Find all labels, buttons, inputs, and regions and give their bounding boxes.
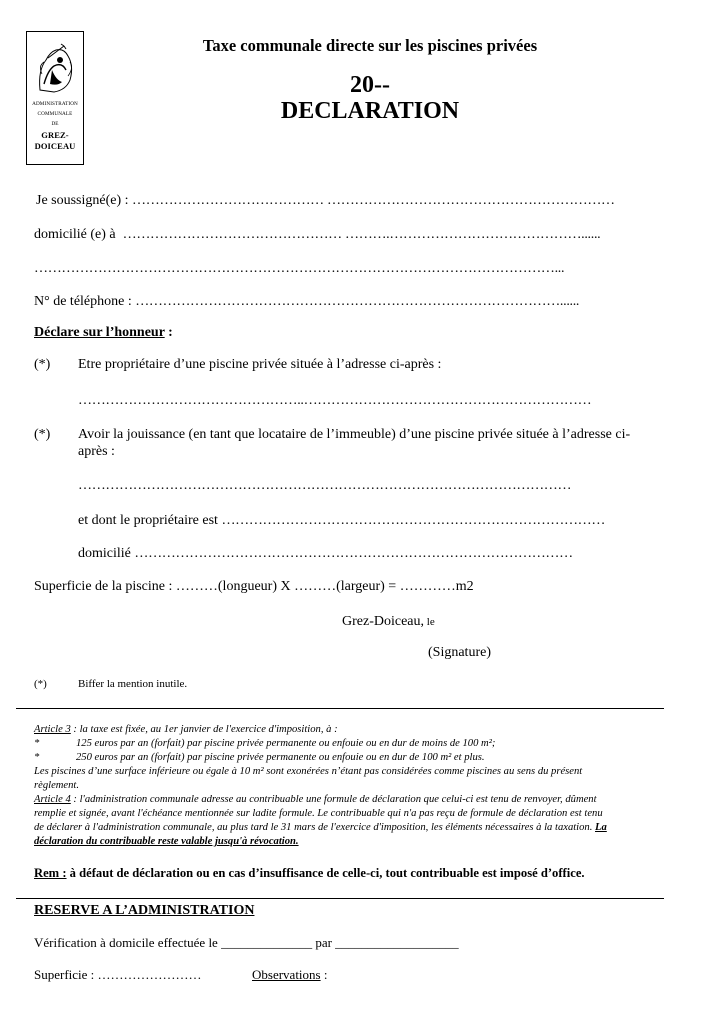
article3-label: Article 3	[34, 724, 71, 735]
coat-of-arms-icon	[34, 40, 78, 96]
soussigne-field[interactable]: …………………………………… ………………………………………………………	[132, 193, 615, 208]
rate2-line	[34, 751, 684, 765]
articles-block	[34, 723, 684, 849]
footnote-text: Biffer la mention inutile.	[78, 678, 188, 690]
declare-colon: :	[164, 325, 173, 340]
admin-title: RESERVE A L’ADMINISTRATION	[34, 903, 255, 918]
telephone-label: N° de téléphone :	[34, 294, 132, 309]
observations-label: Observations	[252, 967, 321, 982]
domicile-line	[34, 227, 600, 243]
option1-mark[interactable]: (*)	[34, 357, 51, 372]
logo-commune-name-1: GREZ-	[41, 130, 69, 140]
rate2-bullet: *	[34, 752, 40, 763]
declare-label: Déclare sur l’honneur	[34, 325, 165, 340]
article4-text1: : l'administration communale adresse au contribuable une formule de déclaration que celui-ci est tenu de renvoyer, dûment	[70, 794, 597, 805]
article4-label: Article 4	[34, 794, 71, 805]
place-label: Grez-Doiceau,	[342, 614, 425, 629]
logo-line-administration: ADMINISTRATION	[32, 101, 78, 107]
exempt-line2: règlement.	[34, 780, 80, 791]
article4-text3: de déclarer à l'administration communale, au plus tard le 31 mars de l'exercice d'imposition, les éléments nécessaires à la taxation.	[34, 822, 596, 833]
logo-line-communale: COMMUNALE	[37, 111, 73, 117]
declare-heading	[34, 325, 173, 341]
domicilie-label: domicilié	[78, 546, 131, 561]
proprietaire-line	[78, 513, 605, 529]
option2-text-line1: Avoir la jouissance (en tant que locataire de l’immeuble) d’une piscine privée située à l’adresse ci-	[78, 427, 631, 442]
address-field[interactable]: ……………………………………………………………………………………………………...	[34, 261, 565, 276]
option1-address-field[interactable]: …………………………………………..………………………………………………………	[78, 393, 592, 408]
article4-line3	[34, 821, 684, 835]
rate1-line	[34, 737, 684, 751]
proprietaire-label: et dont le propriétaire est	[78, 513, 218, 528]
date-label: le	[424, 616, 435, 628]
proprietaire-field[interactable]: …………………………………………………………………………	[221, 513, 606, 528]
divider-top	[16, 708, 664, 709]
admin-superficie-field[interactable]: Superficie : ……………………	[34, 967, 202, 982]
article4-line2: remplie et signée, avant l'échéance mentionnée sur ladite formule. Le contribuable qui n'a pas reçu de formule de déclaration est tenu	[34, 808, 603, 819]
divider-bottom	[16, 898, 664, 899]
domicile-field[interactable]: ………………………………………… ……….……………………………………......	[122, 227, 601, 242]
tax-year: 20--	[350, 72, 390, 98]
option1-text: Etre propriétaire d’une piscine privée située à l’adresse ci-après :	[78, 357, 442, 372]
article4-validity-start: La	[595, 822, 607, 833]
domicile-label: domicilié (e) à	[34, 227, 116, 242]
article4-line1	[34, 793, 684, 807]
logo-caption	[27, 99, 83, 152]
tax-subtitle: Taxe communale directe sur les piscines privées	[202, 36, 538, 55]
article4-validity: déclaration du contribuable reste valable jusqu'à révocation.	[34, 836, 299, 847]
soussigne-label: Je soussigné(e) :	[36, 193, 129, 208]
signature-label[interactable]: (Signature)	[428, 645, 491, 660]
telephone-line	[34, 294, 579, 310]
admin-verification-field[interactable]: Vérification à domicile effectuée le ______________ par ___________________	[34, 935, 459, 950]
place-date-line	[342, 614, 435, 630]
domicilie-line	[78, 546, 573, 562]
exempt-line1: Les piscines d’une surface inférieure ou égale à 10 m² sont exonérées n’étant pas considérées comme piscines au sens du présent	[34, 766, 583, 777]
option2-mark[interactable]: (*)	[34, 427, 51, 442]
rem-label: Rem :	[34, 866, 67, 880]
soussigne-line	[36, 193, 615, 209]
article3-text: : la taxe est fixée, au 1er janvier de l'exercice d'imposition, à :	[70, 724, 338, 735]
rem-text: à défaut de déclaration ou en cas d’insuffisance de celle-ci, tout contribuable est imposé d’office.	[66, 866, 585, 880]
admin-observations[interactable]	[252, 967, 327, 983]
telephone-field[interactable]: …………………………………………………………………………………......	[135, 294, 580, 309]
commune-logo	[26, 31, 84, 165]
superficie-line[interactable]: Superficie de la piscine : ………(longueur) X ………(largeur) = …………m2	[34, 579, 474, 594]
observations-colon: :	[320, 967, 328, 982]
article3-line	[34, 723, 684, 737]
option2-text-line2: après :	[78, 444, 115, 459]
rem-line	[34, 866, 585, 881]
page-title: DECLARATION	[280, 98, 460, 124]
footnote-mark: (*)	[34, 678, 47, 690]
rate1-bullet: *	[34, 738, 40, 749]
domicilie-field[interactable]: ……………………………………………………………………………………	[134, 546, 573, 561]
logo-commune-name-2: DOICEAU	[34, 141, 76, 151]
rate2-text: 250 euros par an (forfait) par piscine privée permanente ou enfouie ou en dur de 100 m² et plus.	[76, 752, 485, 763]
option2-address-field[interactable]: ………………………………………………………………………………………………	[78, 478, 572, 493]
logo-line-de: DE	[51, 121, 59, 127]
rate1-text: 125 euros par an (forfait) par piscine privée permanente ou enfouie ou en dur de moins de 100 m²;	[76, 738, 496, 749]
